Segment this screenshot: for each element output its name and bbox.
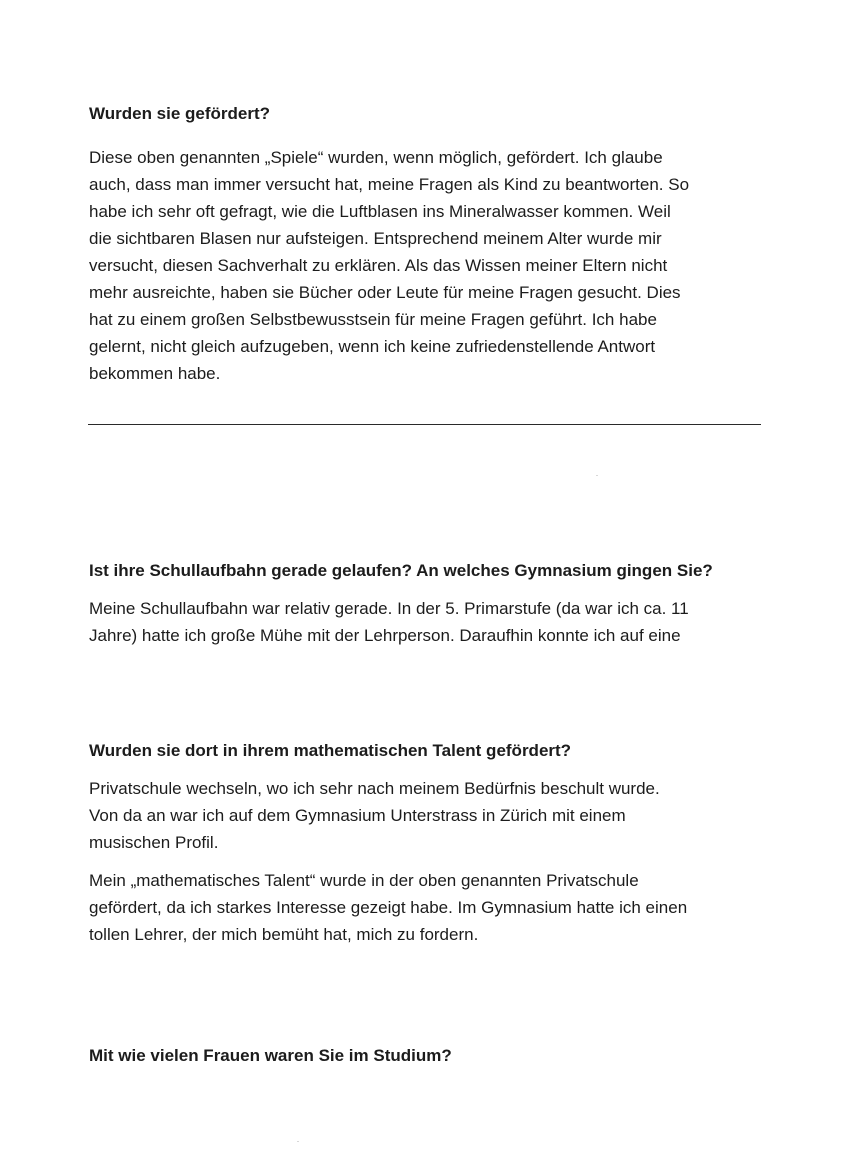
- scan-speck: [297, 1141, 299, 1142]
- horizontal-divider: [88, 424, 761, 425]
- section-heading: Wurden sie gefördert?: [89, 104, 271, 123]
- paragraph-line: musischen Profil.: [89, 833, 219, 852]
- paragraph-line: Privatschule wechseln, wo ich sehr nach meinem Bedürfnis beschult wurde.: [89, 779, 660, 798]
- paragraph-line: Jahre) hatte ich große Mühe mit der Lehrperson. Daraufhin konnte ich auf eine: [89, 626, 681, 645]
- paragraph-line: gefördert, da ich starkes Interesse gezeigt habe. Im Gymnasium hatte ich einen: [89, 898, 688, 917]
- answer-paragraph: [89, 595, 769, 649]
- paragraph-line: Meine Schullaufbahn war relativ gerade. In der 5. Primarstufe (da war ich ca. 11: [89, 599, 689, 618]
- paragraph-line: habe ich sehr oft gefragt, wie die Luftblasen ins Mineralwasser kommen. Weil: [89, 202, 671, 221]
- paragraph-line: tollen Lehrer, der mich bemüht hat, mich zu fordern.: [89, 925, 479, 944]
- paragraph-line: auch, dass man immer versucht hat, meine Fragen als Kind zu beantworten. So: [89, 175, 690, 194]
- answer-paragraph: [89, 775, 769, 856]
- paragraph-line: mehr ausreichte, haben sie Bücher oder Leute für meine Fragen gesucht. Dies: [89, 283, 681, 302]
- scan-speck: [596, 475, 598, 476]
- paragraph-line: Mein „mathematisches Talent“ wurde in der oben genannten Privatschule: [89, 871, 639, 890]
- paragraph-line: die sichtbaren Blasen nur aufsteigen. Entsprechend meinem Alter wurde mir: [89, 229, 662, 248]
- paragraph-line: hat zu einem großen Selbstbewusstsein für meine Fragen geführt. Ich habe: [89, 310, 657, 329]
- section-heading: Wurden sie dort in ihrem mathematischen Talent gefördert?: [89, 741, 572, 760]
- paragraph-line: bekommen habe.: [89, 364, 221, 383]
- section-heading: Mit wie vielen Frauen waren Sie im Studium?: [89, 1046, 452, 1065]
- section-frauen-im-studium: [89, 1045, 769, 1067]
- section-heading: Ist ihre Schullaufbahn gerade gelaufen? An welches Gymnasium gingen Sie?: [89, 561, 713, 580]
- paragraph-line: versucht, diesen Sachverhalt zu erklären. Als das Wissen meiner Eltern nicht: [89, 256, 668, 275]
- paragraph-line: Von da an war ich auf dem Gymnasium Unterstrass in Zürich mit einem: [89, 806, 626, 825]
- paragraph-line: gelernt, nicht gleich aufzugeben, wenn ich keine zufriedenstellende Antwort: [89, 337, 656, 356]
- section-mathematisches-talent: [89, 740, 769, 948]
- section-schullaufbahn: [89, 560, 769, 649]
- paragraph-line: Diese oben genannten „Spiele“ wurden, wenn möglich, gefördert. Ich glaube: [89, 148, 663, 167]
- section-wurden-sie-gefoerdert: [89, 103, 769, 387]
- answer-paragraph: [89, 867, 769, 948]
- answer-paragraph: [89, 144, 769, 387]
